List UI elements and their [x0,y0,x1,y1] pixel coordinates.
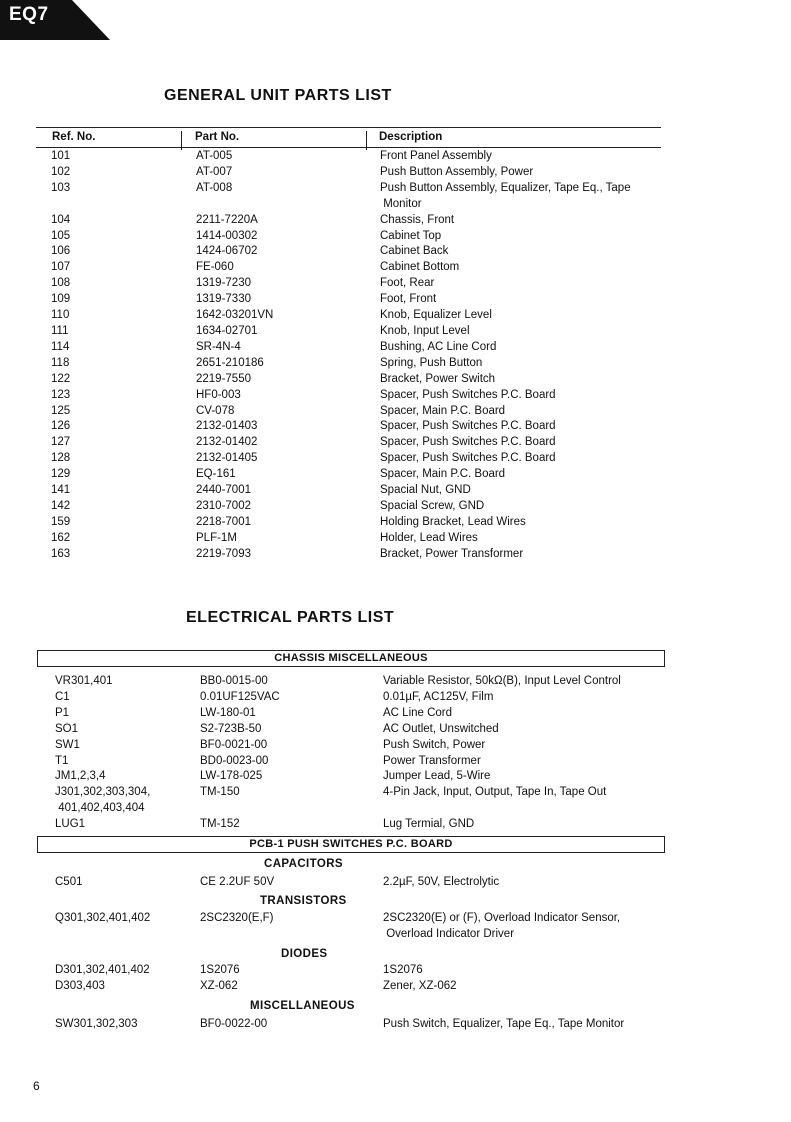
ref-no: 109 [51,293,71,306]
table-row [51,197,671,213]
part-no [200,801,383,817]
part-no: AT-008 [196,181,233,194]
part-no: FE-060 [196,261,234,274]
description: Cabinet Top [380,229,442,242]
description: Spacial Screw, GND [380,499,485,512]
part-no: 1414-00302 [196,229,258,242]
part-no: 1634-02701 [196,324,258,337]
table-row [51,149,671,165]
description: Foot, Rear [380,277,435,290]
part-no: 2SC2320(E,F) [200,912,274,924]
ref-no: 123 [51,388,71,401]
ref-no: D303,403 [55,979,105,992]
table-row [51,308,671,324]
diodes-heading: DIODES [281,948,328,960]
description: Holding Bracket, Lead Wires [380,515,526,528]
ref-no: 108 [51,277,71,290]
ref-no: P1 [55,706,70,719]
description: AC Line Cord [383,706,453,719]
table-row [55,927,675,943]
transistor-rows [55,911,675,943]
description: AC Outlet, Unswitched [383,722,499,735]
table-row [51,340,671,356]
description: Push Switch, Power [383,738,486,751]
ref-no: SO1 [55,722,79,735]
part-no: 2132-01403 [196,420,258,433]
capacitors-heading: CAPACITORS [264,858,343,870]
part-no [196,197,380,213]
part-no: HF0-003 [196,388,241,401]
table-row [55,979,675,995]
ref-no: LUG1 [55,818,86,831]
description: Push Button Assembly, Equalizer, Tape Eq., Tape [380,181,631,194]
part-no: 2219-7550 [196,372,251,385]
ref-no: JM1,2,3,4 [55,770,106,783]
part-no: 2132-01405 [196,452,258,465]
description: Knob, Equalizer Level [380,309,492,322]
ref-no: VR301,401 [55,675,113,687]
table-row [51,292,671,308]
description: 2.2µF, 50V, Electrolytic [383,876,500,888]
description: Bushing, AC Line Cord [380,340,497,353]
table-row [55,690,675,706]
description: Variable Resistor, 50kΩ(B), Input Level Control [383,675,621,687]
description: Zener, XZ-062 [383,979,457,992]
part-no: BD0-0023-00 [200,754,269,767]
page-number: 6 [33,1079,40,1093]
ref-no: 105 [51,229,71,242]
ref-no: 162 [51,531,71,544]
part-no: CV-078 [196,404,235,417]
ref-no: J301,302,303,304, [55,786,151,799]
ref-no: 401,402,403,404 [55,802,145,815]
part-no: 2651-210186 [196,356,264,369]
description: Overload Indicator Driver [383,927,515,940]
description: 2SC2320(E) or (F), Overload Indicator Sensor, [383,912,621,924]
ref-no: 118 [51,356,70,369]
table-row [55,722,675,738]
table-row [55,674,675,690]
part-no: LW-180-01 [200,706,256,719]
chassis-misc-header: CHASSIS MISCELLANEOUS [37,650,665,667]
description: Spacer, Main P.C. Board [380,468,506,481]
part-no: 2219-7093 [196,547,251,560]
ref-no: 141 [51,484,71,497]
description: Jumper Lead, 5-Wire [383,770,491,783]
part-no: BF0-0021-00 [200,738,268,751]
table-row [55,801,675,817]
table-row [51,531,671,547]
model-label: EQ7 [9,4,49,25]
description: Spacer, Main P.C. Board [380,404,506,417]
general-parts-title: GENERAL UNIT PARTS LIST [164,87,392,104]
ref-no: 107 [51,261,71,274]
ref-no: 104 [51,213,71,226]
part-no: 2132-01402 [196,436,258,449]
part-no: XZ-062 [200,979,238,992]
ref-no: 163 [51,547,71,560]
col-divider [181,131,182,150]
description: Monitor [380,197,422,210]
part-no: 0.01UF125VAC [200,690,280,703]
ref-no [55,927,200,943]
table-row [51,499,671,515]
ref-no: 142 [51,499,71,512]
description [383,801,675,817]
part-no: BF0-0022-00 [200,1018,268,1030]
part-no: SR-4N-4 [196,340,241,353]
part-no: PLF-1M [196,531,237,544]
description: Lug Termial, GND [383,818,475,831]
description: Chassis, Front [380,213,455,226]
table-row [51,276,671,292]
ref-no: 129 [51,468,71,481]
misc-heading: MISCELLANEOUS [250,1000,355,1012]
ref-no: 127 [51,436,71,449]
part-no: 1S2076 [200,964,240,976]
table-row [51,547,671,563]
col-ref-no: Ref. No. [52,131,96,143]
part-no: 1319-7230 [196,277,251,290]
part-no [200,927,383,943]
ref-no: 103 [51,181,71,194]
ref-no: T1 [55,754,69,767]
ref-no: 111 [51,324,69,337]
ref-no: C501 [55,876,83,888]
description: Cabinet Bottom [380,261,460,274]
part-no: EQ-161 [196,468,236,481]
table-row [51,165,671,181]
table-row [51,356,671,372]
model-tab [0,0,110,40]
table-row [55,706,675,722]
table-row [55,817,675,833]
table-row [51,451,671,467]
table-row [51,372,671,388]
description: 1S2076 [383,964,423,976]
description: Spacer, Push Switches P.C. Board [380,452,556,465]
part-no: 2218-7001 [196,515,251,528]
table-row [55,911,675,927]
description: Spacer, Push Switches P.C. Board [380,436,556,449]
table-row [55,738,675,754]
chassis-rows [55,674,675,833]
ref-no: 159 [51,515,71,528]
general-parts-rows [51,149,671,563]
part-no: 2211-7220A [196,213,258,226]
ref-no: 126 [51,420,71,433]
ref-no: 101 [51,150,71,162]
misc-rows [55,1017,675,1033]
ref-no [51,197,196,213]
ref-no: Q301,302,401,402 [55,912,151,924]
pcb-header: PCB-1 PUSH SWITCHES P.C. BOARD [37,836,665,853]
table-row [51,324,671,340]
description: Spring, Push Button [380,356,483,369]
ref-no: 128 [51,452,71,465]
part-no: LW-178-025 [200,770,263,783]
table-row [51,229,671,245]
table-row [51,244,671,260]
table-row [51,483,671,499]
part-no: 2310-7002 [196,499,251,512]
ref-no: SW1 [55,738,80,751]
part-no: BB0-0015-00 [200,675,268,687]
col-divider [366,131,367,150]
description: 4-Pin Jack, Input, Output, Tape In, Tape Out [383,786,607,799]
part-no: TM-152 [200,818,240,831]
table-row [51,388,671,404]
ref-no: 106 [51,245,71,258]
general-table-header [36,127,661,148]
part-no: 1319-7330 [196,293,251,306]
table-row [55,769,675,785]
ref-no: 102 [51,165,71,178]
description: Holder, Lead Wires [380,531,478,544]
description: Spacer, Push Switches P.C. Board [380,388,556,401]
table-row [55,875,675,891]
part-no: S2-723B-50 [200,722,262,735]
table-row [55,754,675,770]
description: Cabinet Back [380,245,449,258]
transistors-heading: TRANSISTORS [260,895,347,907]
description: Front Panel Assembly [380,150,492,162]
ref-no: D301,302,401,402 [55,964,150,976]
description: Spacer, Push Switches P.C. Board [380,420,556,433]
part-no: CE 2.2UF 50V [200,876,275,888]
ref-no: 110 [51,309,70,322]
description: Bracket, Power Transformer [380,547,524,560]
table-row [51,181,671,197]
capacitor-rows [55,875,675,891]
ref-no: C1 [55,690,70,703]
electrical-parts-title: ELECTRICAL PARTS LIST [186,609,395,626]
diode-rows [55,963,675,995]
description: Push Button Assembly, Power [380,165,534,178]
col-part-no: Part No. [195,131,240,143]
description: Power Transformer [383,754,481,767]
ref-no: 114 [51,340,70,353]
part-no: 2440-7001 [196,484,251,497]
description: 0.01µF, AC125V, Film [383,690,494,703]
table-row [51,404,671,420]
description: Knob, Input Level [380,324,470,337]
description: Foot, Front [380,293,437,306]
description: Push Switch, Equalizer, Tape Eq., Tape Monitor [383,1018,625,1030]
table-row [51,213,671,229]
ref-no: SW301,302,303 [55,1018,138,1030]
table-row [55,1017,675,1033]
description: Spacial Nut, GND [380,484,471,497]
table-row [51,515,671,531]
part-no: 1424-06702 [196,245,258,258]
part-no: 1642-03201VN [196,309,274,322]
description: Bracket, Power Switch [380,372,496,385]
part-no: AT-007 [196,165,233,178]
ref-no: 122 [51,372,71,385]
ref-no: 125 [51,404,71,417]
col-description: Description [379,131,443,143]
part-no: TM-150 [200,786,240,799]
table-row [51,419,671,435]
table-row [51,435,671,451]
table-row [55,963,675,979]
part-no: AT-005 [196,150,233,162]
table-row [51,467,671,483]
table-row [55,785,675,801]
table-row [51,260,671,276]
